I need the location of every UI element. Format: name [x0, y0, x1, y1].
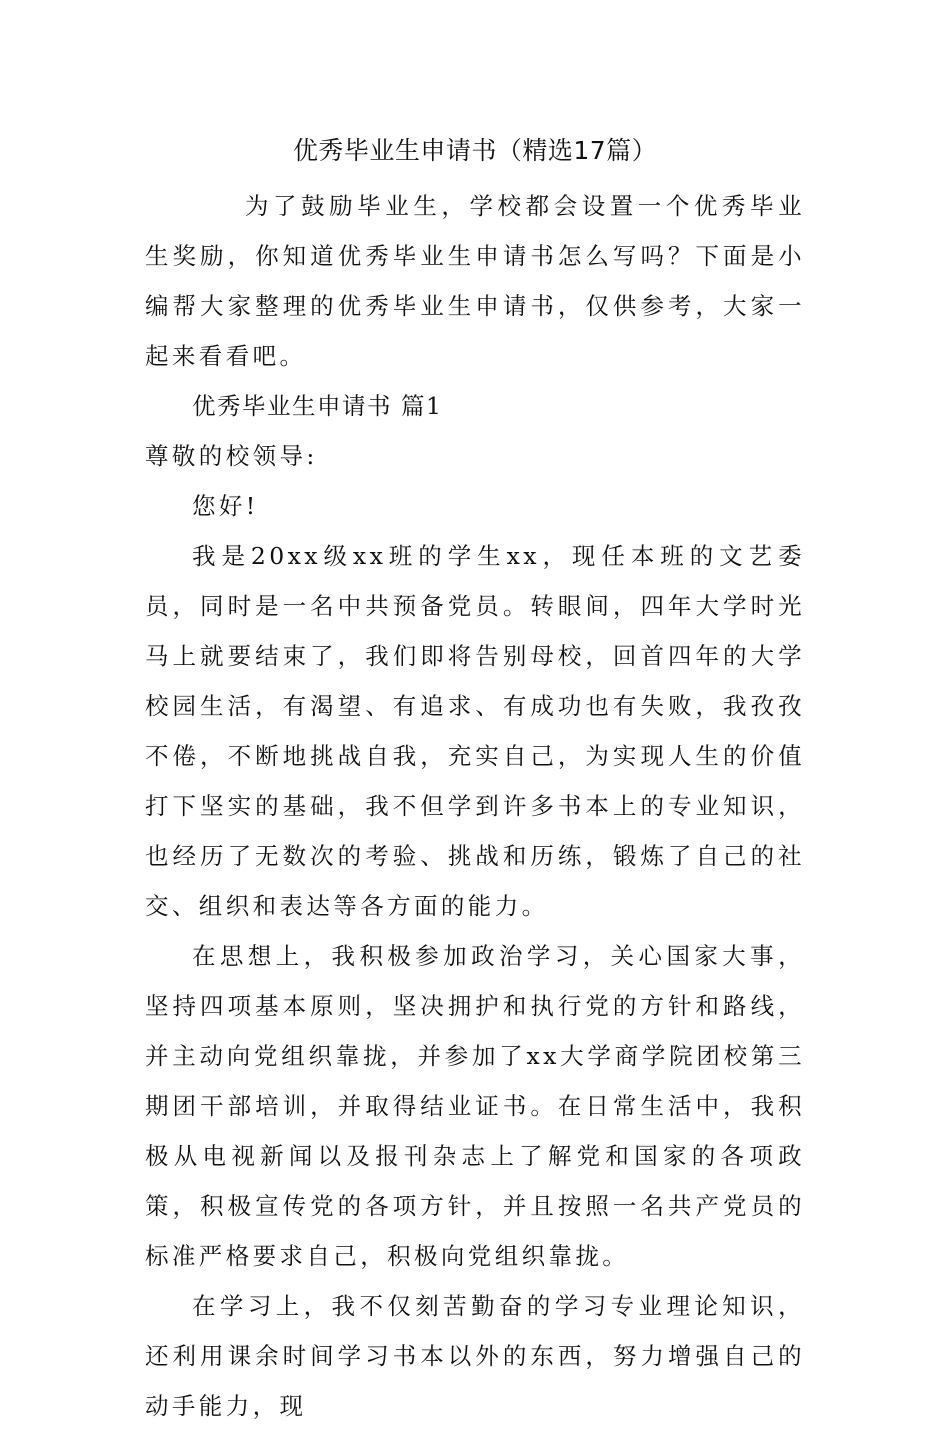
document-body [145, 181, 805, 1431]
body-paragraph: 在学习上，我不仅刻苦勤奋的学习专业理论知识，还利用课余时间学习书本以外的东西，努力增强自己的动手能力，现 [145, 1292, 805, 1420]
greeting: 您好! [192, 492, 259, 520]
body-paragraph: 我是20xx级xx班的学生xx，现任本班的文艺委员，同时是一名中共预备党员。转眼间，四年大学时光马上就要结束了，我们即将告别母校，回首四年的大学校园生活，有渴望、有追求、有成功也有失败，我孜孜不倦，不断地挑战自我，充实自己，为实现人生的价值打下坚实的基础，我不但学到许多书本上的专业知识，也经历了无数次的考验、挑战和历练，锻炼了自己的社交、组织和表达等各方面的能力。 [145, 542, 805, 920]
salutation: 尊敬的校领导: [145, 442, 318, 470]
document-title: 优秀毕业生申请书（精选17篇） [292, 136, 658, 165]
section-heading: 优秀毕业生申请书 篇1 [192, 392, 443, 420]
intro-paragraph: 为了鼓励毕业生，学校都会设置一个优秀毕业生奖励，你知道优秀毕业生申请书怎么写吗？下面是小编帮大家整理的优秀毕业生申请书，仅供参考，大家一起来看看吧。 [145, 192, 805, 370]
body-paragraph: 在思想上，我积极参加政治学习，关心国家大事，坚持四项基本原则，坚决拥护和执行党的方针和路线，并主动向党组织靠拢，并参加了xx大学商学院团校第三期团干部培训，并取得结业证书。在日常生活中，我积极从电视新闻以及报刊杂志上了解党和国家的各项政策，积极宣传党的各项方针，并且按照一名共产党员的标准严格要求自己，积极向党组织靠拢。 [145, 942, 805, 1270]
